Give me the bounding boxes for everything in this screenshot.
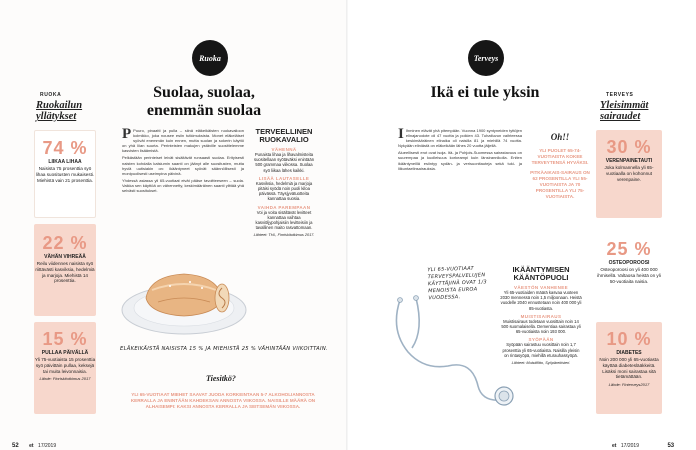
stat-value: 74 %	[42, 138, 88, 158]
stat-value: 15 %	[42, 329, 88, 349]
healthy-diet-box	[252, 128, 316, 237]
article-paragraph: Alueellisesti erot ovat isoja. Itä- ja Pohjois-Suomessa sairastavuus on suurempaa ja kuolleisuus korkeampi kuin länsirannikolla. Eniten ikääntyneillä esiintyy sydän- ja verisuonitauteja sekä tuki- ja liikuntaelinsairauksia.	[398, 150, 522, 171]
box-section-text: Yli 65-vuotiaiden määrä kasvaa vuoteen 2030 mennessä noin 1,5 miljoonaan. Heistä vuodelle 2040 ennustetaan noin 400 000 yli 85-vuotiasta.	[500, 290, 582, 311]
box-section-head: VÄHENNÄ	[271, 147, 297, 152]
footer-left	[12, 434, 56, 450]
tiesitko-label: Tiesitkö?	[206, 374, 236, 383]
oh-title: Oh!!	[550, 132, 570, 142]
handwritten-banner: ELÄKEIKÄISTÄ NAISISTA 15 % JA MIEHISTÄ 25 % VÄHINTÄÄN VIIKOITTAIN.	[120, 346, 328, 352]
box-section-text: Kasviksia, hedelmiä ja marjoja pitäisi syödä noin puoli kiloa päivässä. Täysjyvätuotteita kannattaa suosia.	[255, 180, 313, 202]
article-paragraph: Ihminen elävät yhä pitempään. Vuonna 1900 syntyneiden tyttöjen elinajanodote oli 47 vuotta ja poikien 43. Tuhatluvun vaihteessa keskimääräinen elinaika oli naisilla 81 ja miehillä 74 vuotta. Nykyään eliniästä on eläkeikään lähes 20 vuotta jäljellä.	[398, 128, 522, 149]
box-section-text: Syöpään sairastuu vuosittain noin 1,7 prosenttia yli 65-vuotiaista. Naisilla yleisin on rintasyöpä, miehillä eturauhassyöpä.	[502, 342, 580, 358]
side-section-title: Yleisimmät sairaudet	[600, 100, 649, 122]
box-section-text: Voi ja voita sisältävät levitteet kannattaa vaihtaa kasviöljypohjaisiin levitteisiin ja tavallinen maito rasvattomaan.	[255, 209, 313, 231]
box-section-head: VAIHDA PAREMPAAN	[257, 204, 311, 210]
tiesitko-text: YLI 65-VUOTIAAT MIEHET SAAVAT JUODA KORKEINTAAN 5-7 ALKOHOLIANNOSTA KERRALLA JA ENINTÄÄN KAHDEKSAN ANNOSTA VIIKOSSA. NAISILLE MÄÄRÄ ON ALHAISEMPI: KAKSI ANNOSTA KERRALLA JA SEITSEMÄN VIIKOSSA.	[130, 392, 316, 409]
stat-value: 30 %	[606, 137, 652, 157]
magazine-name: et	[29, 443, 34, 449]
box-source: Lähteet: Muistiliitto, Syöpärekisteri.	[511, 361, 571, 366]
footer-right	[612, 434, 674, 450]
stat-body: Naisista 75 prosenttia syö lihaa suositusten mukaisesti. Miehistä vain 21 prosenttia.	[35, 166, 95, 183]
aging-box	[500, 266, 582, 365]
page-headline: Suolaa, suolaa, enemmän suolaa	[146, 84, 262, 119]
page-number: 53	[667, 443, 675, 449]
box-section-head: VÄESTÖN VANHENEE	[513, 285, 569, 290]
stat-value: 25 %	[606, 239, 652, 259]
stat-title: DIABETES	[616, 350, 642, 356]
stat-card-diabetes	[596, 322, 662, 414]
box-title: IKÄÄNTYMISEN KÄÄNTÖPUOLI	[512, 265, 570, 282]
oh-item: YLI PUOLET 65-74-VUOTIAISTA KOKEE TERVEYTENSÄ HYVÄKSI.	[531, 148, 589, 165]
section-badge: Terveys	[468, 40, 504, 76]
side-section-label: TERVEYS	[606, 92, 634, 98]
drop-cap: P	[122, 126, 132, 142]
side-section-label: RUOKA	[40, 92, 62, 98]
stat-card-meat	[34, 130, 96, 218]
stat-value: 22 %	[42, 233, 88, 253]
stat-body: Joka kolmannella yli 65-vuotiaalla on kohonnut verenpaine.	[604, 165, 654, 182]
box-section-head: SYÖPÄÄN	[528, 337, 554, 343]
page-number: 52	[12, 443, 19, 449]
stat-title: LIIKAA LIHAA	[48, 159, 82, 165]
stat-title: VÄHÄN VIHREÄÄ	[44, 254, 86, 260]
stat-title: OSTEOPOROOSI	[608, 260, 650, 266]
stat-body: Yli 75-vuotiaista 15 prosenttia syö päivittäin pullaa, keksejä tai muita leivonnaisia.	[34, 357, 96, 374]
magazine-name: et	[612, 443, 617, 449]
drop-cap: I	[398, 126, 404, 142]
issue-number: 17/2019	[38, 443, 57, 449]
article-paragraph: Puuro, pinaatti ja pulla – siinä eläkeikäisten ruokavalioon kolmikko, joka nousee esiin tutkimuksista. Monet eläkeläiset syövät enemmän kuin ennen, mutta suolan ja sokerin käyttö on yhä liian suurta. Perinteisten makujen ystäville suosittelemme kasvisten lisäämistä.	[122, 128, 244, 154]
stat-card-bloodpressure	[596, 130, 662, 218]
pastry-illustration	[118, 258, 250, 340]
handwritten-quote: YLI 65-VUOTIAAT TERVEYSPALVELUJEN KÄYTTÄJINÄ OVAT 1/3 MENOISTA EUROA VUODESSA.	[427, 265, 488, 302]
stat-card-pastry	[34, 322, 96, 414]
article-body	[122, 128, 244, 193]
issue-number: 17/2019	[620, 443, 639, 449]
stat-body: Osteoporoosi on yli 400 000 ihmisellä. Valtaosa heistä on yli 50-vuotiaita naisia.	[597, 267, 661, 284]
box-source: Lähteet: THL, Finriskitutkimus 2017.	[253, 233, 315, 238]
box-section-text: Muistisairaus todetaan vuosittain noin 14 500 suomalaisella. Dementiaa sairastaa yli 65-vuotiaista noin 193 000.	[501, 318, 581, 335]
article-body	[398, 128, 522, 171]
side-section-title: Ruokailun yllätykset	[36, 100, 83, 122]
stat-body: Noin 200 000 yli 65-vuotiasta käyttää diabeteslääkkeitä. Lisäksi moni sairastaa sitä tietämättään.	[599, 357, 659, 380]
article-paragraph: Yhdessä asiassa yli 65-vuotiaat eivät pääse tavoitteeseen – suola. Vaikka sen käyttöä on vähennetty, keskimääräinen saanti ylittää yhä selvästi suositukset.	[122, 177, 244, 194]
stat-title: PULLAA PÄIVÄLLÄ	[41, 350, 89, 356]
box-section-head: MUISTISAIRAUS	[520, 313, 562, 319]
box-section-head: LISÄÄ LAUTASELLE	[258, 175, 310, 181]
oh-item: PITKÄAIKAIS-SAIRAUS ON 62 PROSENTILLA YLI 55-VUOTIAISTA JA 70 PROSENTILLA YLI 75-VUOTIAISTA.	[530, 170, 590, 199]
box-section-text: Punaista lihaa ja lihavalmisteita suositellaan syötäväksi enintään 500 grammaa viikossa. Suolaa syö liikaa lähes kaikki.	[253, 152, 315, 173]
stat-source: Lähde: Finterveys2017	[608, 382, 650, 388]
section-badge: Ruoka	[192, 40, 228, 76]
stat-title: VERENPAINETAUTI	[605, 158, 653, 164]
stat-value: 10 %	[606, 329, 652, 349]
stat-source: Lähde: Finriskitutkimus 2017	[39, 376, 91, 382]
oh-box	[530, 132, 590, 199]
stat-card-greens	[34, 224, 96, 316]
stat-card-osteoporosis	[596, 232, 662, 318]
stat-body: Reilu viidennes naisista syö riittävästi kasviksia, hedelmiä ja marjoja. Miehistä 14 prosenttia.	[35, 261, 95, 284]
page-headline: Ikä ei tule yksin	[430, 84, 540, 101]
article-paragraph: Pelkästään perinteiset leivät sisältävät runsaasti suolaa. Erityisesti naisten kohdalla kalsiumin saanti on jäänyt alle suositusten, mutta hyviä uutisiakin on: ikääntyneet syövät säännöllisesti ja monipuolisesti useimpina päivinä.	[122, 155, 244, 176]
box-title: TERVEELLINEN RUOKAVALIO	[255, 127, 313, 144]
